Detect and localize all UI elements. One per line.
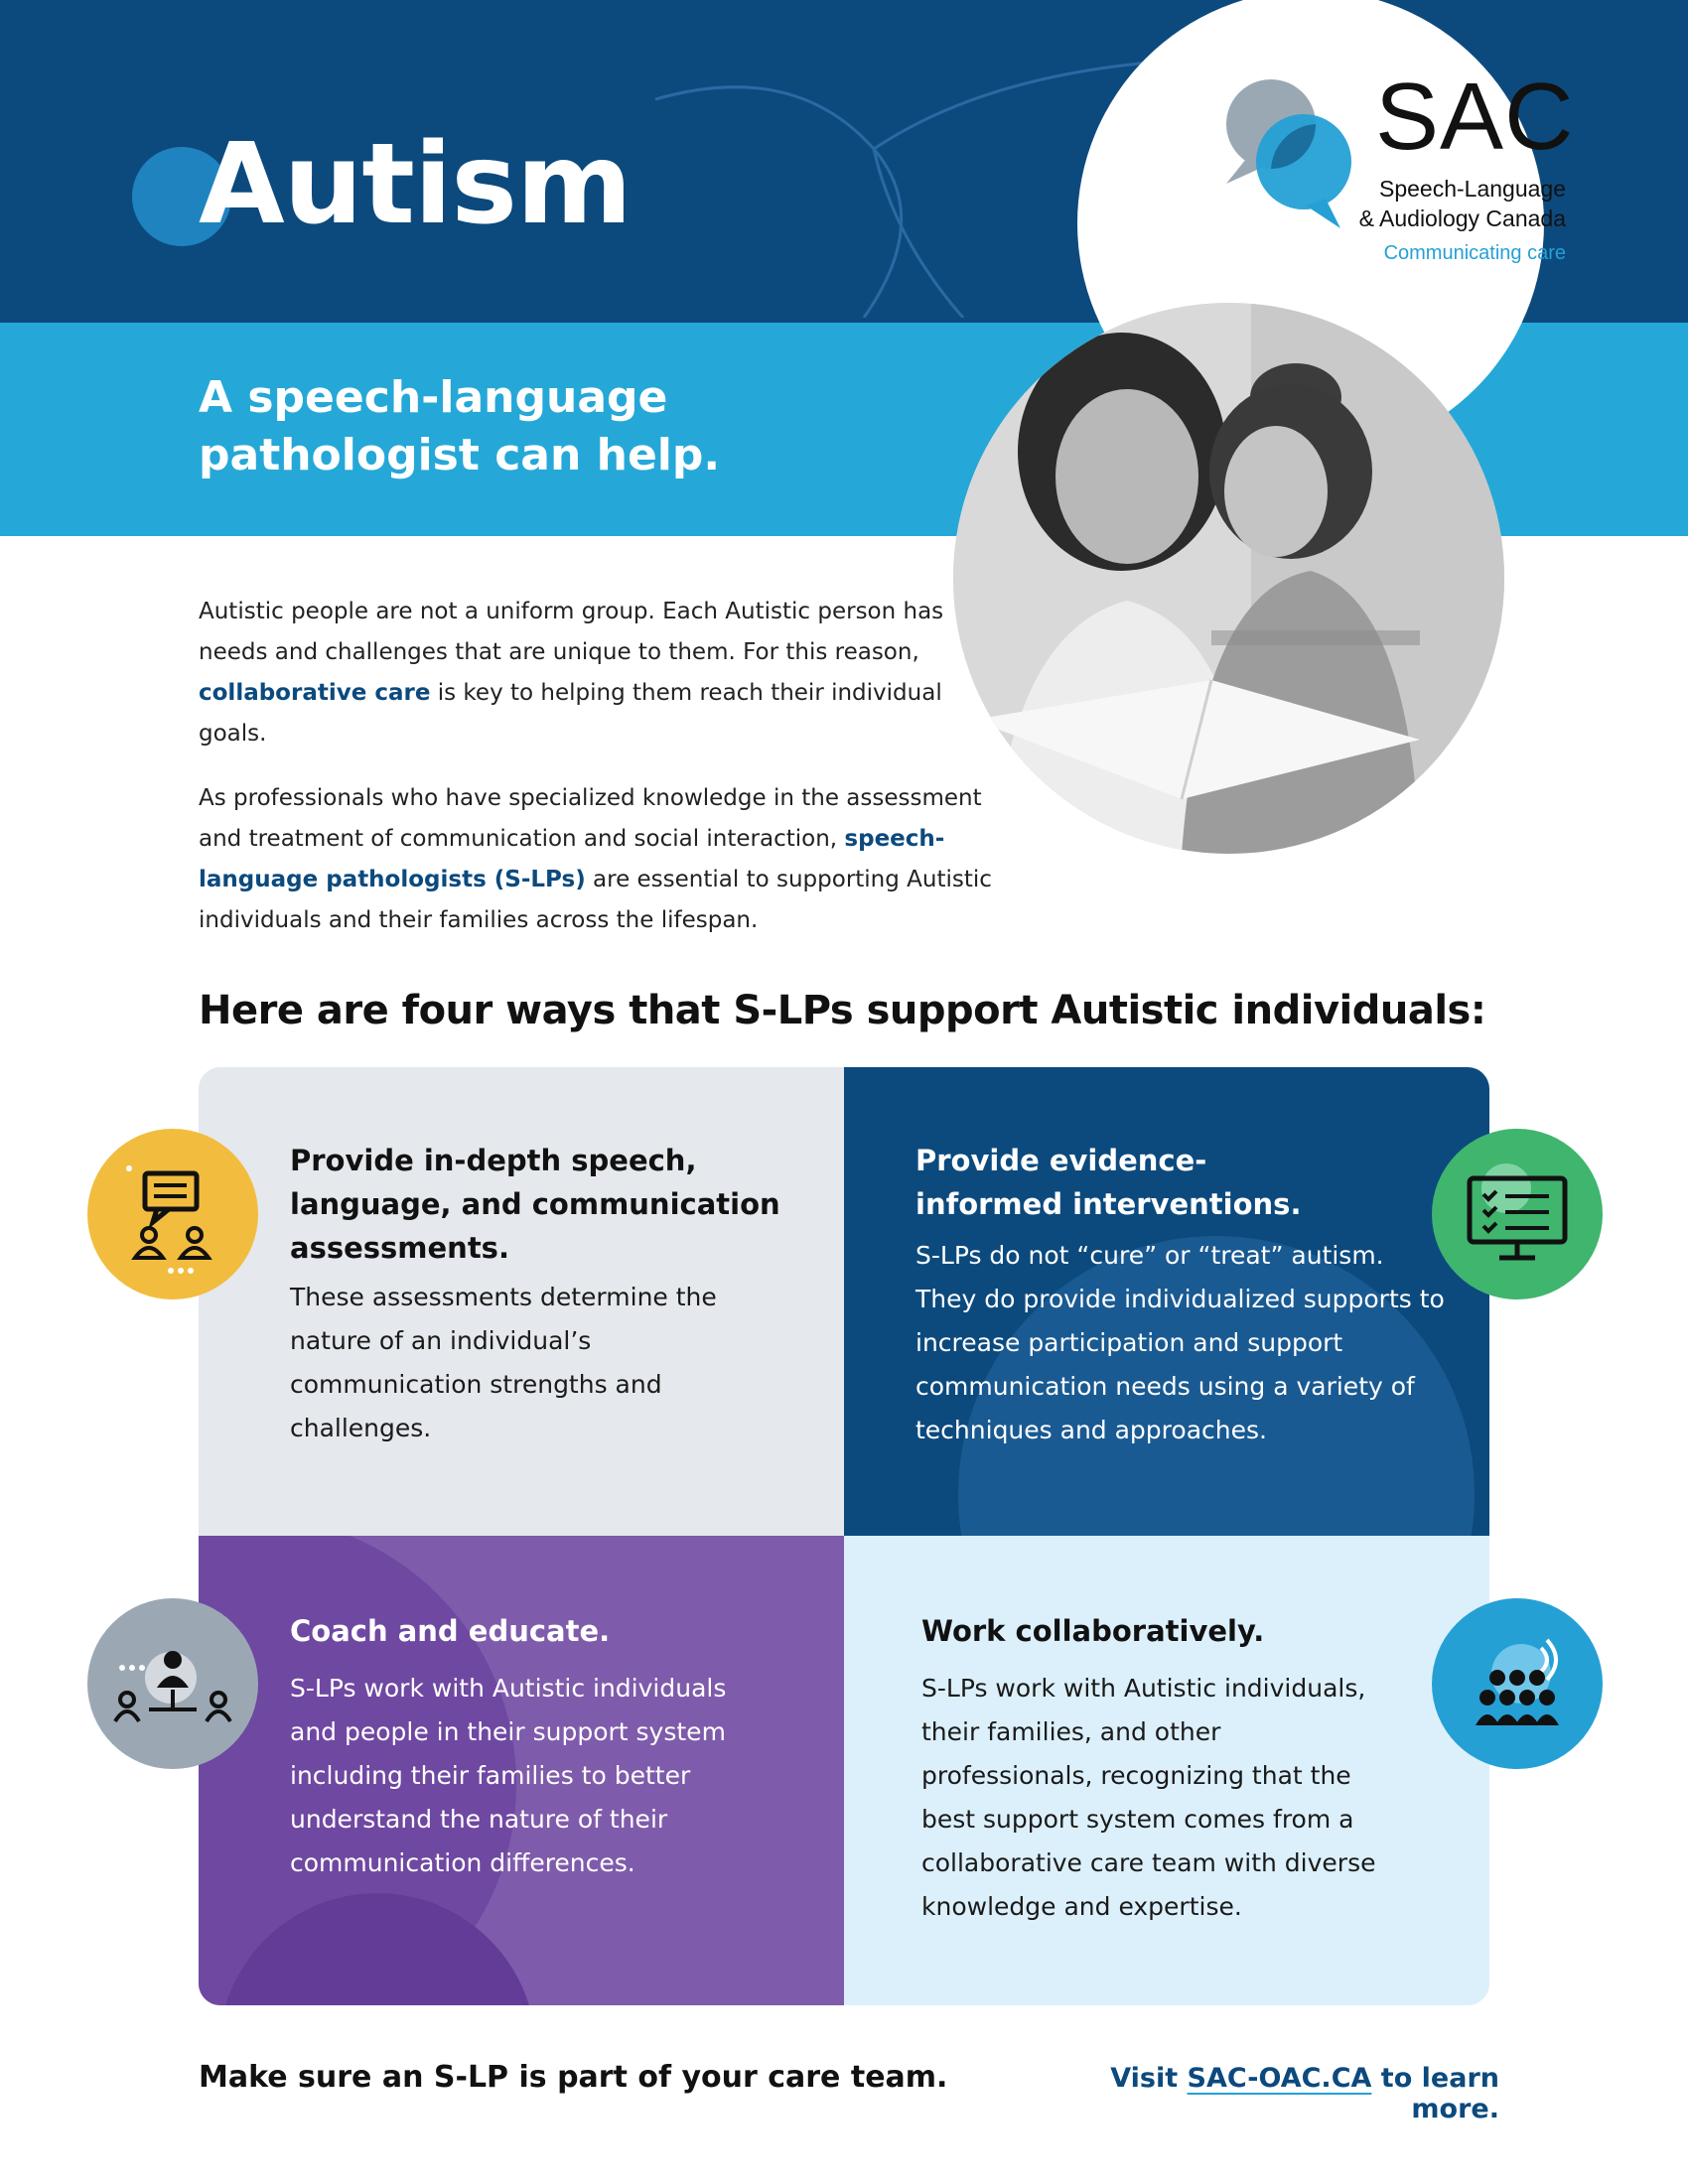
monitor-checklist-icon bbox=[1432, 1129, 1603, 1299]
photo-parent-child-reading bbox=[953, 303, 1504, 854]
logo-tagline: Communicating care bbox=[1383, 242, 1566, 264]
logo-name-line-1: Speech-Language bbox=[1379, 176, 1566, 202]
card-body: S-LPs work with Autistic individuals, their families, and other professionals, recognizing that the best support system comes from a collaborative care team with diverse knowledge and expertise. bbox=[921, 1674, 1376, 1921]
card-interventions bbox=[844, 1067, 1489, 1536]
website-link[interactable]: SAC-OAC.CA bbox=[1187, 2063, 1372, 2094]
logo-acronym: SAC bbox=[1375, 64, 1575, 170]
subtitle-line-1: A speech-language bbox=[199, 372, 668, 423]
card-title: Work collaboratively. bbox=[921, 1614, 1265, 1648]
intro-paragraph-1 bbox=[199, 592, 1013, 754]
logo-name-line-2: & Audiology Canada bbox=[1358, 205, 1566, 231]
chat-people-icon bbox=[87, 1129, 258, 1299]
card-coach bbox=[199, 1536, 844, 2005]
subtitle-line-2: pathologist can help. bbox=[199, 430, 721, 480]
card-collaborate bbox=[844, 1536, 1489, 2005]
card-body: These assessments determine the nature of an individual’s communication strengths and challenges. bbox=[290, 1283, 717, 1442]
footer-visit-end: to learn more. bbox=[1371, 2063, 1499, 2124]
page-subtitle bbox=[199, 369, 794, 484]
card-body: S-LPs do not “cure” or “treat” autism. They do provide individualized supports to increase participation and support communication needs using a variety of techniques and approaches. bbox=[915, 1241, 1445, 1444]
intro-2-highlight: speech-language pathologists (S-LPs) bbox=[199, 826, 945, 892]
intro-paragraph-2 bbox=[199, 778, 1023, 941]
intro-1-text-end: is key to helping them reach their individual goals. bbox=[199, 680, 942, 747]
coach-group-icon bbox=[87, 1598, 258, 1769]
card-title: Provide evidence-informed interventions. bbox=[915, 1144, 1302, 1221]
footer-cta: Make sure an S-LP is part of your care team. bbox=[199, 2060, 948, 2095]
intro-2-text-end: are essential to supporting Autistic individuals and their families across the lifespan. bbox=[199, 867, 992, 933]
intro-1-text: Autistic people are not a uniform group. Each Autistic person has needs and challenges that are unique to them. For this reason, bbox=[199, 599, 944, 665]
card-assessments bbox=[199, 1067, 844, 1536]
footer-visit-text: Visit bbox=[1110, 2063, 1188, 2094]
intro-2-text: As professionals who have specialized knowledge in the assessment and treatment of communication and social interaction, bbox=[199, 785, 982, 852]
intro-1-highlight: collaborative care bbox=[199, 680, 431, 706]
footer-visit bbox=[1028, 2063, 1499, 2124]
ways-grid bbox=[199, 1067, 1489, 2005]
ways-heading: Here are four ways that S-LPs support Autistic individuals: bbox=[199, 988, 1486, 1033]
card-title: Coach and educate. bbox=[290, 1614, 611, 1648]
team-icon bbox=[1432, 1598, 1603, 1769]
card-title: Provide in-depth speech, language, and communication assessments. bbox=[290, 1144, 780, 1265]
page-title: Autism bbox=[199, 120, 632, 249]
card-body: S-LPs work with Autistic individuals and people in their support system including their families to better understand the nature of their communication differences. bbox=[290, 1674, 727, 1877]
